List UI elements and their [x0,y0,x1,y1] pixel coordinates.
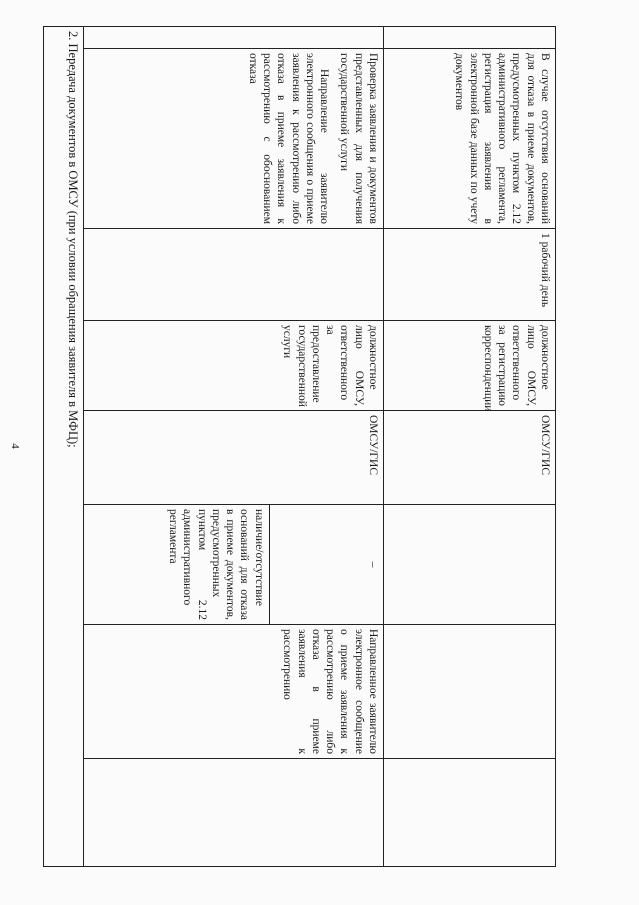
action-cell [84,49,384,229]
result-cell [384,625,556,759]
table-row [384,27,556,867]
responsible-cell: должностное лицо ОМСУ, ответственного за регистрацию корреспонденции [384,321,556,411]
responsible-cell: должностное лицо ОМСУ, ответственного за предоставление государственной услуги [84,321,384,411]
result-cell: Направленное заявителю электронное сообщение о приеме заявления к рассмотрению либо отказа в приеме заявления к рассмотрению [84,625,384,759]
empty-cell [84,759,384,867]
footnote-row [44,27,84,867]
place-cell: ОМСУ/ГИС [384,411,556,505]
action-text-secondary: Направление заявителю электронного сообщения о приеме заявления к рассмотрению либо отказа в приеме заявления к рассмотрению с обоснованием отказа [247,53,331,224]
table-row [84,27,384,867]
procedure-table [43,26,556,867]
section-heading: 2. Передача документов в ОМСУ (при условии обращения заявителя в МФЦ); [44,27,84,867]
empty-cell [84,27,384,49]
duration-cell: 1 рабочий день [384,229,556,321]
place-cell: ОМСУ/ГИС [84,411,384,505]
action-text: Проверка заявления и документов представленных для получения государственной услуги [338,53,379,224]
criteria-subcell: наличие/отсутствие оснований для отказа в приеме документов, предусмотренных пунктом 2.12 административного регламента [166,505,270,624]
action-cell: В случае отсутствия оснований для отказа в приеме документов, предусмотренных пунктом 2.12 административного регламента, регистрация заявления в электронной базе данных по учету документов [384,49,556,229]
page-number: 4 [8,443,21,449]
duration-cell [84,229,384,321]
criteria-cell [384,505,556,625]
empty-cell [384,759,556,867]
criteria-dash: – [367,561,379,568]
empty-cell [384,27,556,49]
criteria-cell [84,505,384,625]
rotated-table-container [44,26,556,866]
